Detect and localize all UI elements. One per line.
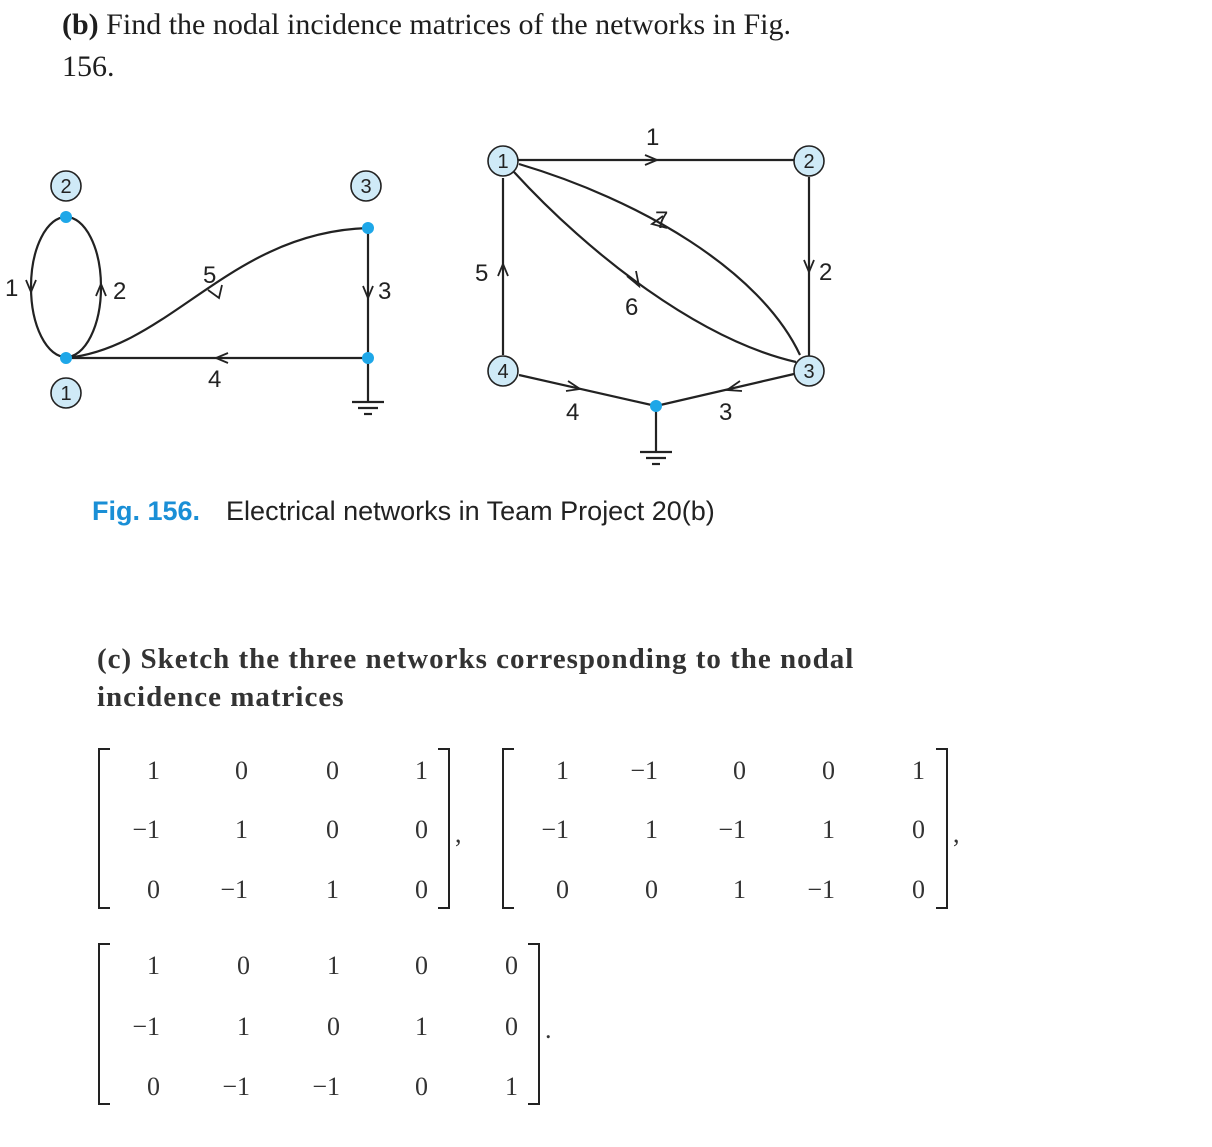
branch-7-curve: [519, 164, 800, 355]
node-label-1: 1: [497, 151, 509, 173]
matrix-cell: 0: [326, 815, 339, 844]
figure-caption-text: Electrical networks in Team Project 20(b): [226, 496, 715, 526]
node-label-2: 2: [60, 176, 72, 198]
matrix-cell: 0: [822, 756, 835, 785]
matrix-cell: 1: [415, 1012, 428, 1041]
node-label-3: 3: [803, 361, 815, 383]
branch-label-7: 7: [655, 207, 669, 234]
matrix-cell: 1: [147, 951, 160, 980]
matrix-1: [99, 749, 462, 908]
branch-label-1: 1: [646, 124, 660, 151]
branch-label-4: 4: [208, 366, 222, 393]
figure-caption: [92, 496, 715, 527]
matrix-2: [503, 749, 960, 908]
bracket-left: [503, 749, 514, 908]
matrix-punct: ,: [953, 819, 960, 848]
matrix-cell: 0: [645, 875, 658, 904]
matrix-cell: 0: [415, 951, 428, 980]
matrix-cell: 0: [733, 756, 746, 785]
branch-label-2: 2: [113, 278, 127, 305]
matrix-cell: 1: [235, 815, 248, 844]
matrix-cell: 0: [327, 1012, 340, 1041]
matrix-cell: 1: [327, 951, 340, 980]
node-label-3: 3: [360, 176, 372, 198]
bracket-right: [528, 944, 539, 1104]
junction-dot: [362, 352, 374, 364]
matrix-cell: 1: [147, 756, 160, 785]
matrix-cell: 0: [147, 875, 160, 904]
matrix-cell: −1: [541, 815, 569, 844]
ground-icon: [352, 402, 384, 414]
branch-label-1: 1: [5, 275, 19, 302]
matrix-cell: 1: [505, 1072, 518, 1101]
matrix-cell: 1: [645, 815, 658, 844]
matrix-cell: 0: [237, 951, 250, 980]
matrix-cell: 0: [235, 756, 248, 785]
branch-label-5: 5: [203, 262, 217, 289]
matrix-cell: 0: [912, 815, 925, 844]
bracket-right: [936, 749, 947, 908]
branch-5-curve: [66, 228, 368, 358]
bracket-left: [99, 749, 110, 908]
network-1: [5, 171, 391, 414]
part-b-label: (b): [62, 8, 99, 41]
matrix-cell: 1: [237, 1012, 250, 1041]
ground-icon: [640, 452, 672, 464]
matrix-cell: −1: [132, 1012, 160, 1041]
node-label-2: 2: [803, 151, 815, 173]
matrix-punct: .: [545, 1015, 552, 1044]
branch-1-2-loop: [31, 217, 101, 357]
matrix-cell: 0: [415, 1072, 428, 1101]
matrix-cell: 0: [326, 756, 339, 785]
branch-label-6: 6: [625, 294, 639, 321]
branch-4-line: [519, 375, 656, 406]
matrix-cell: 0: [415, 815, 428, 844]
part-c-body: Sketch the three networks corresponding to the nodal incidence matrices: [97, 643, 855, 713]
matrix-cell: 0: [556, 875, 569, 904]
junction-dot: [60, 352, 72, 364]
branch-label-3: 3: [719, 399, 733, 426]
matrix-cell: −1: [312, 1072, 340, 1101]
node-label-1: 1: [60, 383, 72, 405]
matrix-cell: −1: [132, 815, 160, 844]
node-label-4: 4: [497, 361, 509, 383]
matrix-cell: 0: [415, 875, 428, 904]
matrix-cell: 0: [505, 1012, 518, 1041]
matrix-cell: 1: [326, 875, 339, 904]
bracket-left: [99, 944, 110, 1104]
matrix-cell: 1: [822, 815, 835, 844]
matrix-punct: ,: [455, 819, 462, 848]
branch-label-4: 4: [566, 399, 580, 426]
matrix-cell: 0: [505, 951, 518, 980]
branch-6-curve: [514, 172, 796, 362]
figure-label: Fig. 156.: [92, 496, 201, 526]
network-2: [475, 124, 832, 464]
matrix-cell: 0: [912, 875, 925, 904]
branch-label-2: 2: [819, 259, 833, 286]
matrix-cell: 1: [733, 875, 746, 904]
part-c-text: [97, 640, 977, 716]
part-c-label: (c): [97, 643, 133, 675]
branch-label-5: 5: [475, 260, 489, 287]
branch-label-3: 3: [378, 278, 392, 305]
matrix-cell: 1: [556, 756, 569, 785]
matrix-cell: −1: [807, 875, 835, 904]
matrix-cell: −1: [220, 875, 248, 904]
matrix-cell: −1: [222, 1072, 250, 1101]
part-b-body: Find the nodal incidence matrices of the networks in Fig. 156.: [62, 8, 792, 83]
matrix-cell: 0: [147, 1072, 160, 1101]
bracket-right: [438, 749, 449, 908]
matrix-3: [99, 944, 552, 1104]
matrix-cell: −1: [718, 815, 746, 844]
matrix-cell: 1: [415, 756, 428, 785]
matrix-cell: −1: [630, 756, 658, 785]
junction-dot: [650, 400, 662, 412]
junction-dot: [362, 222, 374, 234]
junction-dot: [60, 211, 72, 223]
matrix-cell: 1: [912, 756, 925, 785]
